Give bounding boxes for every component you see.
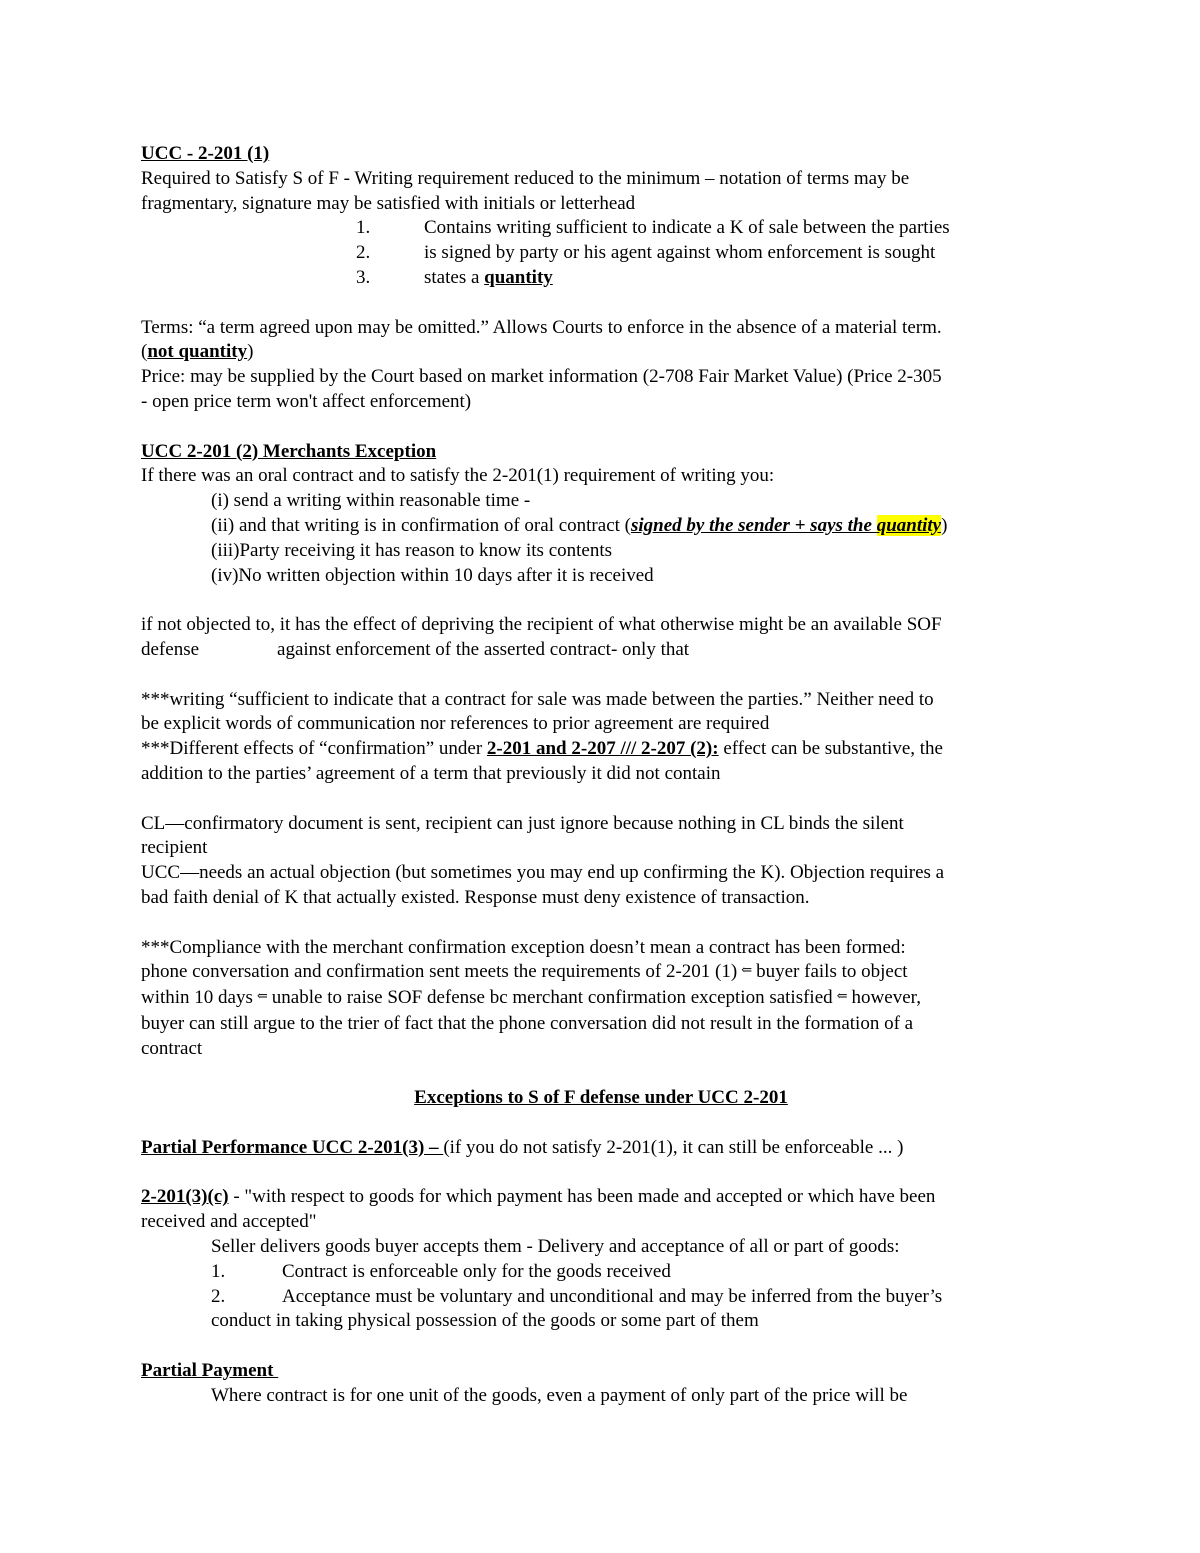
text-segment: within 10 days (141, 987, 253, 1009)
text-segment: ***Different effects of “confirmation” under (141, 738, 487, 760)
paragraph-line: Price: may be supplied by the Court based on market information (2-708 Fair Market Value) (Price 2-305 (141, 366, 942, 388)
list-text: (ii) and that writing is in confirmation of oral contract (211, 514, 625, 536)
list-number: 2. (356, 242, 371, 264)
text-segment: however, (851, 987, 921, 1009)
paragraph-line: Where contract is for one unit of the goods, even a payment of only part of the price will be (211, 1384, 908, 1406)
text-segment: (if you do not satisfy 2-201(1), it can still be enforceable ... ) (443, 1136, 904, 1158)
list-item (141, 216, 1061, 241)
list-item (141, 1260, 1061, 1285)
section-heading-merchants-exception: UCC 2-201 (2) Merchants Exception (141, 440, 437, 462)
list-item: (iv)No written objection within 10 days after it is received (211, 564, 654, 586)
text-segment: defense (141, 638, 200, 660)
list-number: 2. (211, 1285, 226, 1307)
paragraph-line: addition to the parties’ agreement of a term that previously it did not contain (141, 762, 721, 784)
list-text (424, 266, 553, 291)
list-text: Acceptance must be voluntary and unconditional and may be inferred from the buyer’s (282, 1285, 943, 1307)
paragraph-line (141, 1185, 1061, 1210)
section-heading-2-201-1: UCC - 2-201 (1) (141, 143, 270, 164)
list-number: 3. (356, 266, 371, 288)
section-reference: 2-201(3)(c) (141, 1186, 229, 1208)
paragraph-line: contract (141, 1037, 203, 1059)
paragraph-line: CL—confirmatory document is sent, recipient can just ignore because nothing in CL binds the silent (141, 812, 904, 834)
text-segment: unable to raise SOF defense bc merchant confirmation exception satisfied (271, 987, 833, 1009)
list-item (141, 266, 1061, 291)
paragraph-line: UCC—needs an actual objection (but sometimes you may end up confirming the K). Objection requires a (141, 862, 945, 884)
text-segment: against enforcement of the asserted contract- only that (277, 638, 690, 660)
list-text-pre: states a (424, 266, 485, 288)
subheading-partial-performance: Partial Performance UCC 2-201(3) – (141, 1136, 444, 1158)
paragraph-line: buyer can still argue to the trier of fact that the phone conversation did not result in the formation of a (141, 1012, 914, 1034)
section-heading-exceptions: Exceptions to S of F defense under UCC 2-201 (414, 1087, 788, 1109)
paragraph-line (141, 638, 1061, 663)
list-item (141, 514, 1061, 539)
paragraph-line: bad faith denial of K that actually existed. Response must deny existence of transaction. (141, 886, 810, 908)
paren-close: ) (247, 341, 254, 363)
list-number: 1. (356, 217, 371, 239)
text-segment: - "with respect to goods for which payment has been made and accepted or which have been (228, 1186, 936, 1208)
list-text: Contains writing sufficient to indicate a K of sale between the parties (424, 217, 950, 239)
emphasis-text: signed by the sender + says the (631, 514, 877, 536)
paragraph-line: Terms: “a term agreed upon may be omitted.” Allows Courts to enforce in the absence of a material term. (141, 316, 942, 338)
list-item (141, 241, 1061, 266)
paragraph-line: Seller delivers goods buyer accepts them - Delivery and acceptance of all or part of goods: (211, 1236, 900, 1258)
paragraph-line (141, 960, 1061, 986)
subheading-partial-payment: Partial Payment (141, 1360, 279, 1382)
paragraph-line (141, 1136, 1061, 1161)
paragraph-line (141, 340, 1061, 365)
paren-open: ( (624, 514, 631, 536)
paragraph-line: fragmentary, signature may be satisfied with initials or letterhead (141, 192, 636, 214)
section-reference: 2-201 and 2-207 /// 2-207 (2): (486, 738, 719, 760)
paragraph-line: If there was an oral contract and to satisfy the 2-201(1) requirement of writing you: (141, 465, 775, 487)
paragraph-line (141, 737, 1061, 762)
left-arrow-icon: ⇐ (836, 988, 848, 1004)
quantity-term: quantity (484, 266, 553, 288)
not-quantity-term: not quantity (147, 341, 248, 363)
list-number: 1. (211, 1260, 226, 1282)
paragraph-line: recipient (141, 837, 208, 859)
text-segment: phone conversation and confirmation sent meets the requirements of 2-201 (1) (141, 961, 738, 983)
document-page (141, 142, 1061, 1409)
list-item: (iii)Party receiving it has reason to know its contents (211, 539, 613, 561)
paragraph-line: received and accepted" (141, 1211, 317, 1233)
paragraph-line: - open price term won't affect enforcement) (141, 390, 472, 412)
paragraph-line: ***Compliance with the merchant confirmation exception doesn’t mean a contract has been formed: (141, 936, 906, 958)
paragraph-line: be explicit words of communication nor references to prior agreement are required (141, 713, 770, 735)
left-arrow-icon: ⇐ (256, 988, 268, 1004)
paragraph-line: Required to Satisfy S of F - Writing requirement reduced to the minimum – notation of terms may be (141, 167, 910, 189)
list-item (141, 1285, 1061, 1310)
paragraph-line: ***writing “sufficient to indicate that a contract for sale was made between the parties.” Neither need to (141, 688, 934, 710)
text-segment: effect can be substantive, the (718, 738, 943, 760)
highlighted-quantity: quantity (876, 514, 942, 536)
paren-close: ) (941, 514, 948, 536)
paragraph-line: if not objected to, it has the effect of depriving the recipient of what otherwise might be an available SOF (141, 614, 942, 636)
list-text: Contract is enforceable only for the goods received (282, 1260, 671, 1282)
list-text: is signed by party or his agent against whom enforcement is sought (424, 242, 936, 264)
paragraph-line (141, 986, 1061, 1012)
list-item-continuation: conduct in taking physical possession of the goods or some part of them (211, 1310, 759, 1332)
left-arrow-icon: ⇐ (741, 962, 753, 978)
paren-open: ( (141, 341, 148, 363)
text-segment: buyer fails to object (756, 961, 908, 983)
list-item: (i) send a writing within reasonable time - (211, 490, 531, 512)
